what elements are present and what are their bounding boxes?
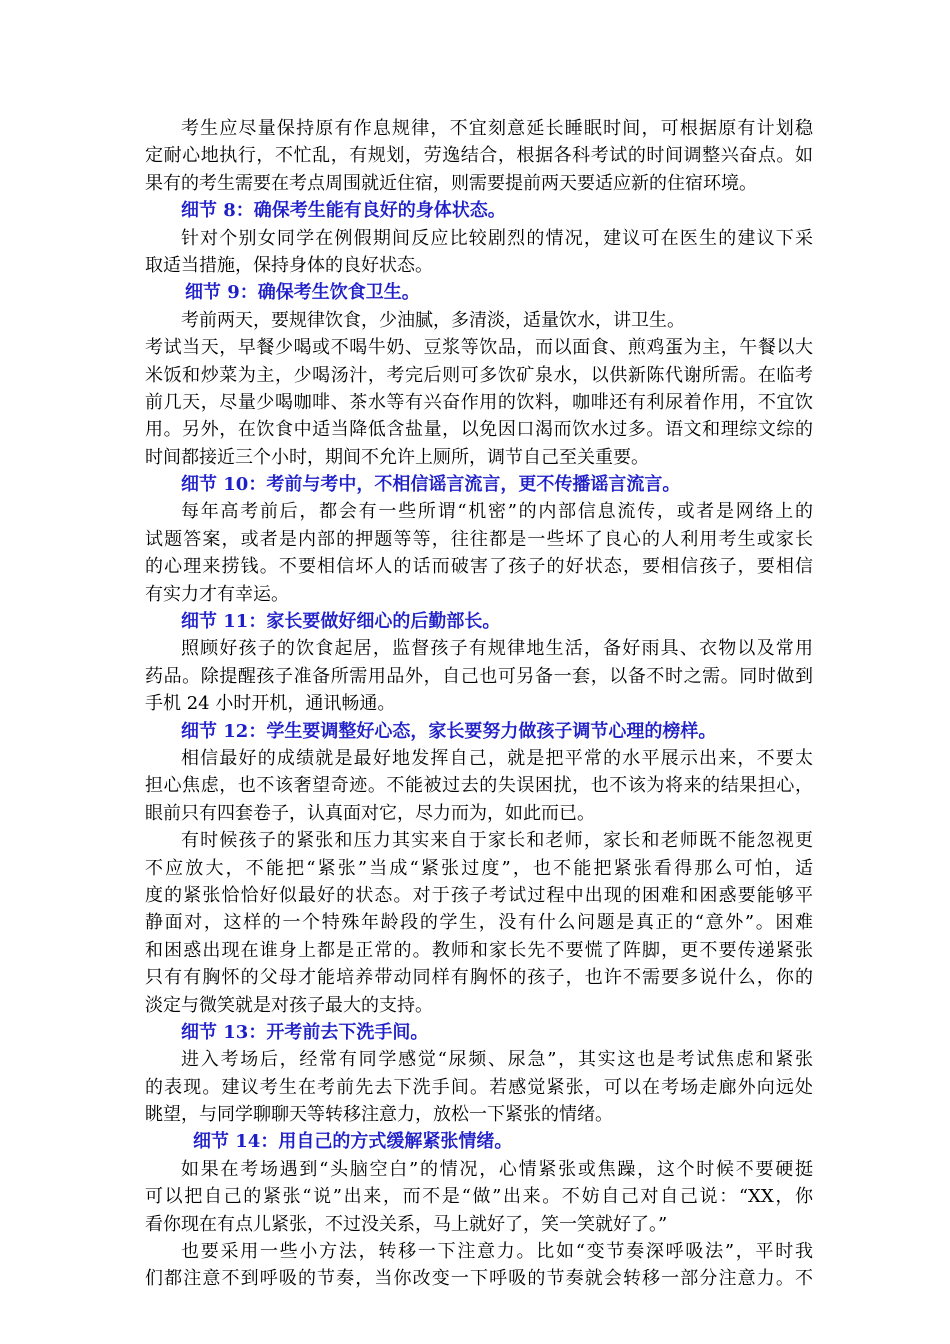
paragraph-line: 的心理来捞钱。不要相信坏人的话而破害了孩子的好状态，要相信孩子，要相信 (145, 556, 813, 578)
paragraph-line: 眼前只有四套卷子，认真面对它，尽力而为，如此而已。 (145, 802, 595, 824)
paragraph-line: 时间都接近三个小时，期间不允许上厕所，调节自己至关重要。 (145, 446, 649, 468)
section-heading: 细节 14：用自己的方式缓解紧张情绪。 (193, 1131, 513, 1153)
paragraph-line: 有实力才有幸运。 (145, 583, 289, 605)
paragraph-line: 取适当措施，保持身体的良好状态。 (145, 254, 433, 276)
paragraph-line: 考生应尽量保持原有作息规律，不宜刻意延长睡眠时间，可根据原有计划稳 (181, 118, 813, 139)
paragraph-line: 果有的考生需要在考点周围就近住宿，则需要提前两天要适应新的住宿环境。 (145, 172, 757, 194)
paragraph-line: 也要采用一些小方法，转移一下注意力。比如“变节奏深呼吸法”，平时我 (181, 1241, 813, 1263)
paragraph-line: 相信最好的成绩就是最好地发挥自己，就是把平常的水平展示出来，不要太 (181, 747, 813, 769)
paragraph-line: 照顾好孩子的饮食起居，监督孩子有规律地生活，备好雨具、衣物以及常用 (181, 638, 813, 660)
paragraph-line: 进入考场后，经常有同学感觉“尿频、尿急”，其实这也是考试焦虑和紧张 (181, 1049, 813, 1071)
section-heading: 细节 8：确保考生能有良好的身体状态。 (181, 200, 506, 222)
paragraph-line: 前几天，尽量少喝咖啡、茶水等有兴奋作用的饮料，咖啡还有利尿着作用，不宜饮 (145, 391, 813, 413)
section-heading: 细节 9：确保考生饮食卫生。 (185, 282, 420, 304)
paragraph-line: 静面对，这样的一个特殊年龄段的学生，没有什么问题是真正的“意外”。困难 (145, 912, 813, 934)
paragraph-line: 的表现。建议考生在考前先去下洗手间。若感觉紧张，可以在考场走廊外向远处 (145, 1076, 813, 1098)
paragraph-line: 试题答案，或者是内部的押题等等，往往都是一些坏了良心的人利用考生或家长 (145, 528, 813, 550)
paragraph-line: 度的紧张恰恰好似最好的状态。对于孩子考试过程中出现的困难和困惑要能够平 (145, 884, 813, 906)
document-page (145, 115, 813, 1293)
paragraph-line: 有时候孩子的紧张和压力其实来自于家长和老师，家长和老师既不能忽视更 (181, 830, 813, 852)
paragraph-line: 眺望，与同学聊聊天等转移注意力，放松一下紧张的情绪。 (145, 1104, 613, 1126)
paragraph-line: 们都注意不到呼吸的节奏，当你改变一下呼吸的节奏就会转移一部分注意力。不 (145, 1268, 813, 1290)
paragraph-line: 和困惑出现在谁身上都是正常的。教师和家长先不要慌了阵脚，更不要传递紧张 (145, 939, 813, 961)
paragraph-line: 不应放大，不能把“紧张”当成“紧张过度”，也不能把紧张看得那么可怕，适 (145, 857, 813, 879)
paragraph-line: 定耐心地执行，不忙乱，有规划，劳逸结合，根据各科考试的时间调整兴奋点。如 (145, 145, 813, 167)
paragraph-line: 看你现在有点儿紧张，不过没关系，马上就好了，笑一笑就好了。” (145, 1213, 668, 1235)
section-heading: 细节 13：开考前去下洗手间。 (181, 1021, 429, 1043)
paragraph-line: 如果在考场遇到“头脑空白”的情况，心情紧张或焦躁，这个时候不要硬挺 (181, 1158, 813, 1180)
section-heading: 细节 10：考前与考中，不相信谣言流言，更不传播谣言流言。 (181, 474, 681, 496)
paragraph-line: 用。另外，在饮食中适当降低含盐量，以免因口渴而饮水过多。语文和理综文综的 (145, 419, 813, 441)
section-heading: 细节 12：学生要调整好心态，家长要努力做孩子调节心理的榜样。 (181, 720, 717, 742)
paragraph-line: 药品。除提醒孩子准备所需用品外，自己也可另备一套，以备不时之需。同时做到 (145, 665, 813, 687)
paragraph-line: 淡定与微笑就是对孩子最大的支持。 (145, 994, 433, 1016)
paragraph-line: 米饭和炒菜为主，少喝汤汁，考完后则可多饮矿泉水，以供新陈代谢所需。在临考 (145, 364, 813, 386)
paragraph-line: 考前两天，要规律饮食，少油腻，多清淡，适量饮水，讲卫生。 (181, 309, 685, 331)
paragraph-line: 考试当天，早餐少喝或不喝牛奶、豆浆等饮品，而以面食、煎鸡蛋为主，午餐以大 (145, 337, 813, 359)
paragraph-line: 针对个别女同学在例假期间反应比较剧烈的情况，建议可在医生的建议下采 (181, 227, 813, 249)
paragraph-line: 担心焦虑，也不该奢望奇迹。不能被过去的失误困扰，也不该为将来的结果担心， (145, 775, 813, 797)
paragraph-line: 每年高考前后，都会有一些所谓“机密”的内部信息流传，或者是网络上的 (181, 501, 813, 523)
paragraph-line: 手机 24 小时开机，通讯畅通。 (145, 693, 396, 715)
paragraph-line: 只有有胸怀的父母才能培养带动同样有胸怀的孩子，也许不需要多说什么，你的 (145, 967, 813, 989)
section-heading: 细节 11：家长要做好细心的后勤部长。 (181, 611, 501, 633)
paragraph-line: 可以把自己的紧张“说”出来，而不是“做”出来。不妨自己对自己说：“XX，你 (145, 1186, 813, 1208)
